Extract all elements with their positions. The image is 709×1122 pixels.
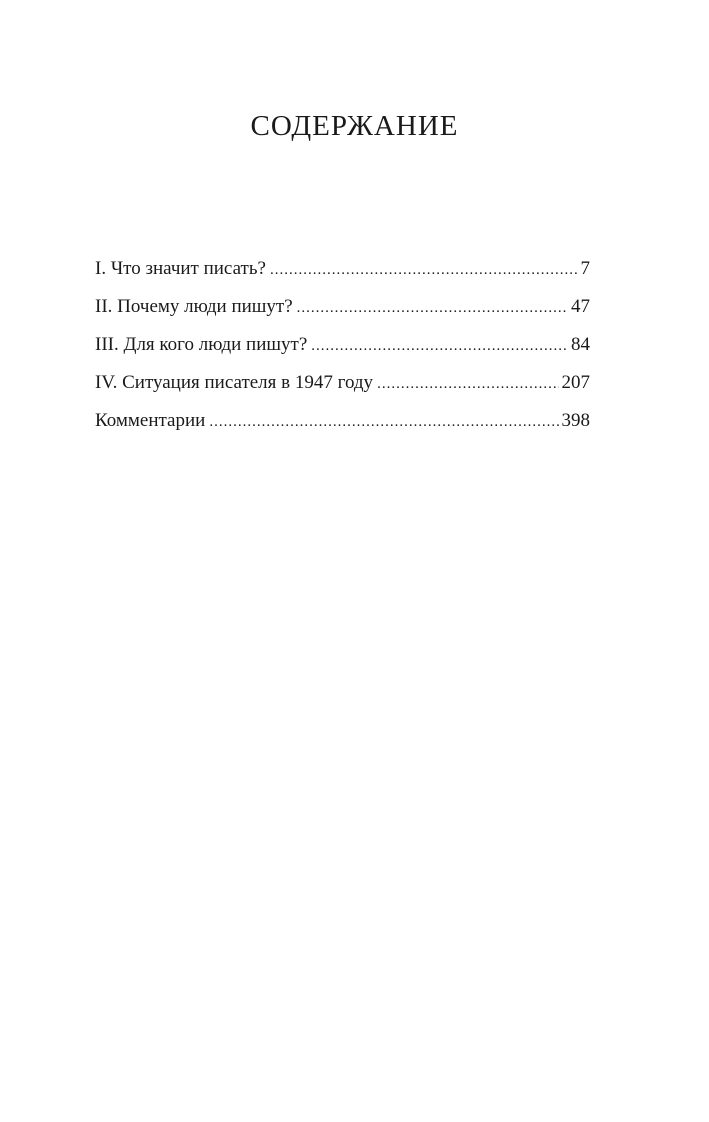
dot-leader [270,262,578,279]
toc-entry-page-number: 398 [561,410,590,431]
toc-entry-chapter-3[interactable] [95,334,590,372]
toc-entry-chapter-1[interactable] [95,258,590,296]
page-title: СОДЕРЖАНИЕ [250,110,459,142]
toc-entry-title: III. Для кого люди пишут? [95,334,308,355]
dot-leader [377,376,558,393]
toc-entry-page-number: 47 [571,296,590,317]
dot-leader [311,338,568,355]
toc-entry-commentary[interactable] [95,410,590,448]
dot-leader [209,414,558,431]
table-of-contents [95,258,590,448]
toc-entry-title: IV. Ситуация писателя в 1947 году [95,372,374,393]
toc-entry-chapter-2[interactable] [95,296,590,334]
toc-entry-title: II. Почему люди пишут? [95,296,293,317]
toc-entry-page-number: 7 [580,258,590,279]
toc-entry-title: I. Что значит писать? [95,258,266,279]
toc-entry-chapter-4[interactable] [95,372,590,410]
toc-entry-page-number: 207 [561,372,590,393]
toc-entry-page-number: 84 [571,334,590,355]
dot-leader [297,300,568,317]
toc-entry-title: Комментарии [95,410,206,431]
